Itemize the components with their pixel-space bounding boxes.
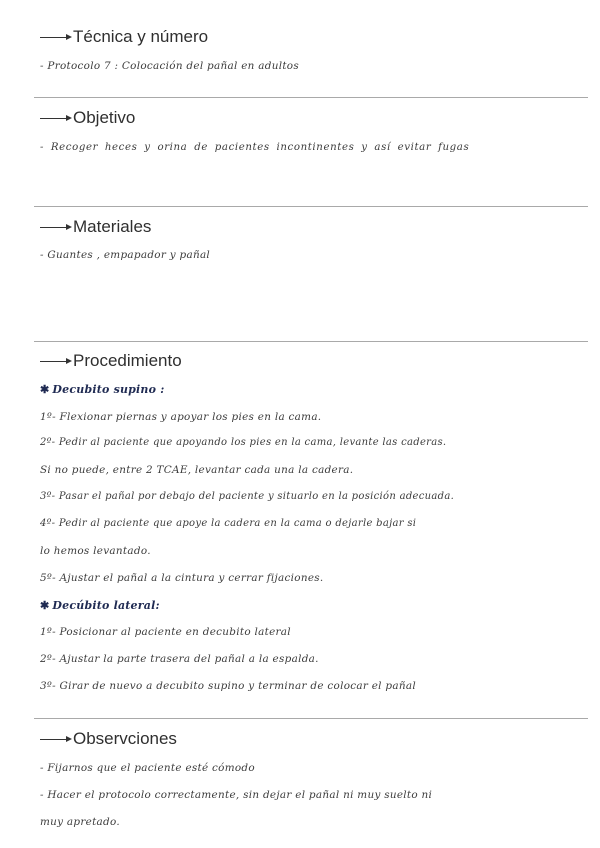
arrow-icon — [40, 739, 70, 740]
section-divider — [34, 718, 588, 719]
subheading-decubito-supino — [40, 383, 164, 396]
section-heading-procedimiento — [40, 351, 182, 371]
section-heading-objetivo — [40, 108, 135, 128]
procedure-step: 5º- Ajustar el pañal a la cintura y cerrar fijaciones. — [40, 572, 324, 584]
procedure-step: 3º- Pasar el pañal por debajo del paciente y situarlo en la posición adecuada. — [40, 491, 455, 502]
section-heading-materiales — [40, 217, 151, 237]
arrow-icon — [40, 118, 70, 119]
section-divider — [34, 206, 588, 207]
procedure-step: lo hemos levantado. — [40, 545, 151, 557]
procedure-step: 2º- Pedir al paciente que apoyando los pies en la cama, levante las caderas. — [40, 437, 447, 448]
procedure-step: Si no puede, entre 2 TCAE, levantar cada una la cadera. — [40, 464, 354, 476]
procedure-step: 4º- Pedir al paciente que apoye la cadera en la cama o dejarle bajar si — [40, 518, 417, 529]
heading-text: Objetivo — [73, 108, 136, 127]
procedure-step: 1º- Posicionar al paciente en decubito lateral — [40, 626, 291, 638]
arrow-icon — [40, 361, 70, 362]
procedure-step: 3º- Girar de nuevo a decubito supino y terminar de colocar el pañal — [40, 680, 416, 692]
section-heading-tecnica — [40, 27, 208, 47]
subheading-decubito-lateral — [40, 599, 160, 612]
section-heading-observaciones — [40, 729, 177, 749]
heading-text: Técnica y número — [73, 27, 209, 46]
asterisk-icon: ✱ — [40, 383, 50, 396]
heading-text: Materiales — [73, 217, 152, 236]
tecnica-line: - Protocolo 7 : Colocación del pañal en adultos — [40, 60, 299, 72]
arrow-icon — [40, 227, 70, 228]
subheading-text: Decubito supino : — [52, 383, 165, 396]
observation-line: - Hacer el protocolo correctamente, sin dejar el pañal ni muy suelto ni — [40, 789, 433, 801]
section-divider — [34, 341, 588, 342]
observation-line: muy apretado. — [40, 816, 120, 828]
heading-text: Observciones — [73, 729, 177, 748]
procedure-step: 1º- Flexionar piernas y apoyar los pies en la cama. — [40, 411, 322, 423]
subheading-text: Decúbito lateral: — [52, 599, 160, 612]
heading-text: Procedimiento — [73, 351, 182, 370]
objetivo-line: - Recoger heces y orina de pacientes incontinentes y así evitar fugas — [40, 142, 470, 153]
section-divider — [34, 97, 588, 98]
procedure-step: 2º- Ajustar la parte trasera del pañal a la espalda. — [40, 653, 319, 665]
arrow-icon — [40, 37, 70, 38]
asterisk-icon: ✱ — [40, 599, 50, 612]
materiales-line: - Guantes , empapador y pañal — [40, 249, 211, 261]
observation-line: - Fijarnos que el paciente esté cómodo — [40, 762, 255, 774]
